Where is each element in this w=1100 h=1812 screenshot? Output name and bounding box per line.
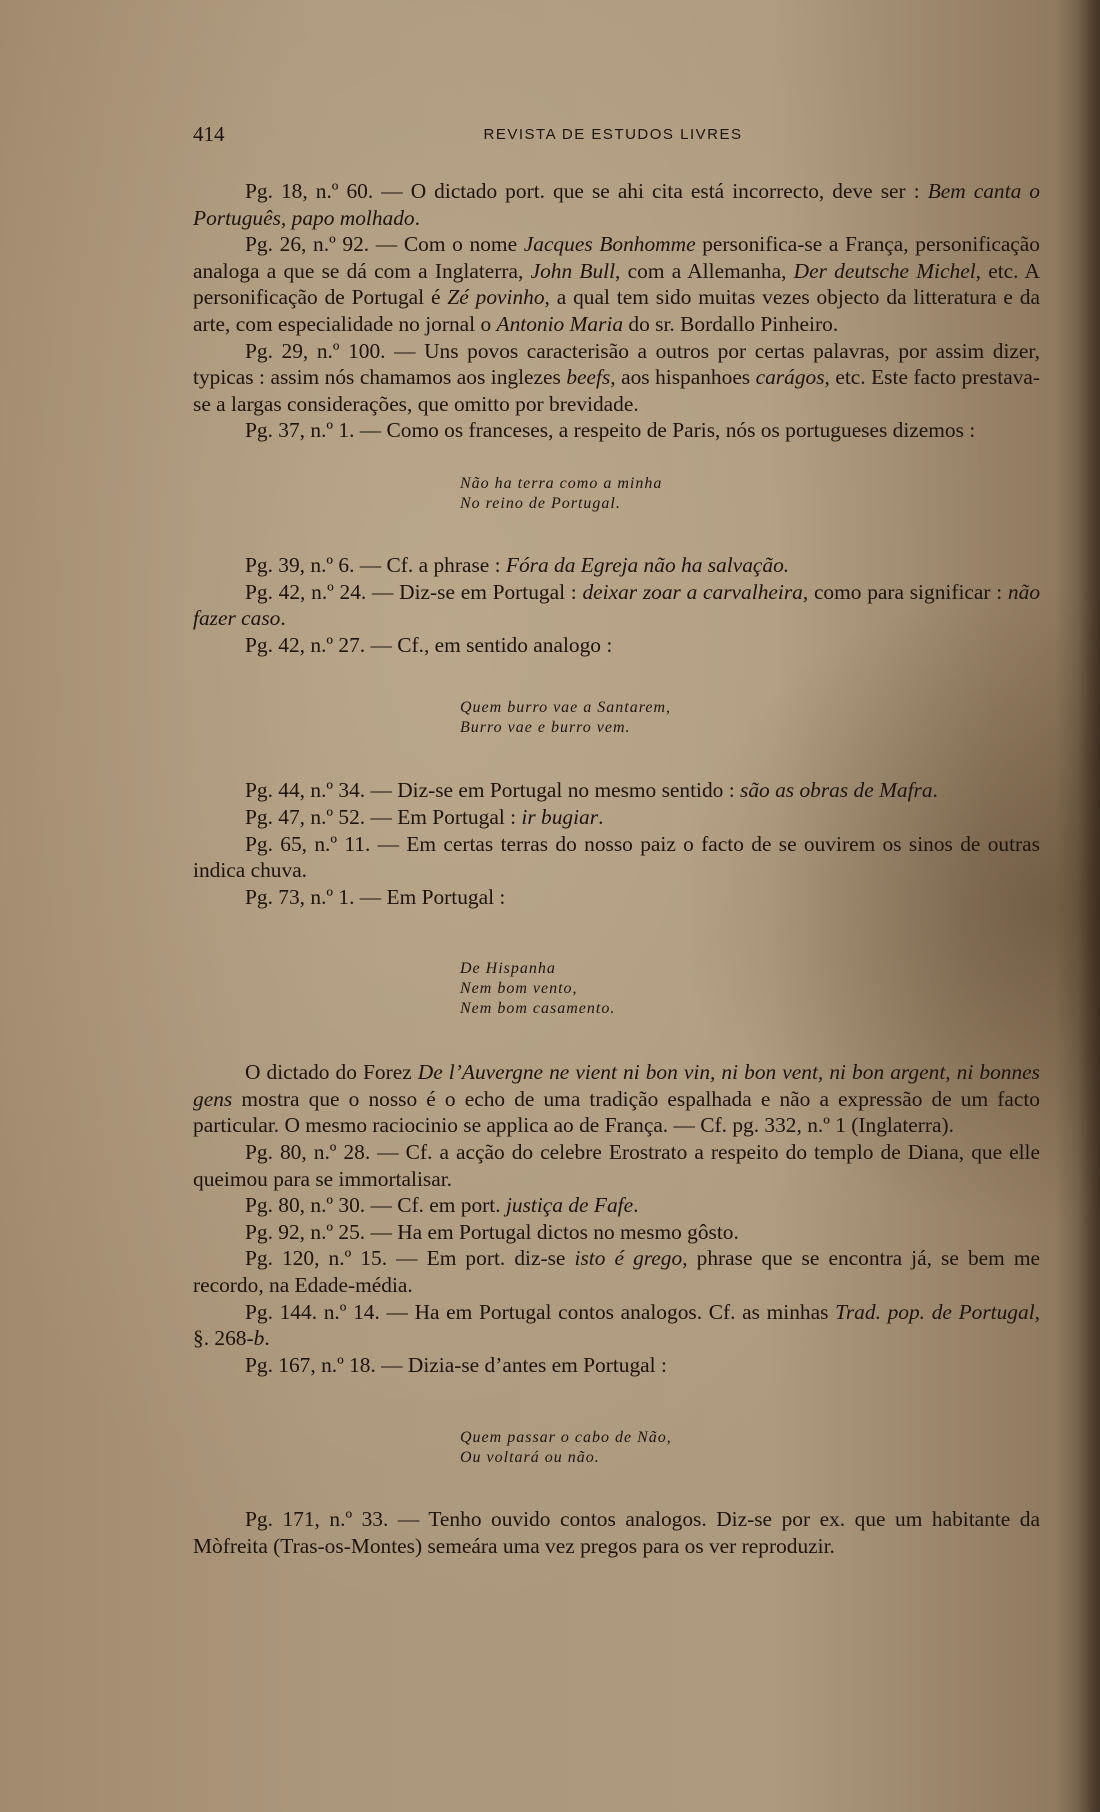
paragraph <box>193 1245 1040 1298</box>
italic-run: beefs <box>566 365 611 390</box>
text-run: , etc. A personificação de Portugal é <box>193 258 1041 310</box>
text-run: , phrase que se encontra já, se bem me recordo, na Edade-média. <box>193 1246 1041 1298</box>
paragraph: Pg. 167, n.º 18. — Dizia-se d’antes em Portugal : <box>245 1352 667 1377</box>
italic-run: carágos <box>755 365 825 390</box>
text-run: Pg. 144. n.º 14. — Ha em Portugal contos analogos. Cf. as minhas <box>245 1299 836 1324</box>
verse-quote <box>193 474 1040 514</box>
paragraph <box>193 804 1040 831</box>
text-run: mostra que o nosso é o echo de uma tradição espalhada e não a expressão de um facto particular. O mesmo raciocinio se applica ao de França. — Cf. pg. 332, n.º 1 (Inglaterra). <box>193 1086 1040 1138</box>
paragraph <box>193 178 1040 231</box>
text-run: Pg. 39, n.º 6. — Cf. a phrase : <box>245 552 506 577</box>
text-run: . <box>414 205 420 230</box>
paragraph <box>193 1059 1040 1139</box>
paragraph <box>193 338 1040 418</box>
text-run: Pg. 80, n.º 30. — Cf. em port. <box>245 1193 506 1218</box>
text-run: , etc. Este facto prestava-se a largas considerações, que omitto por brevidade. <box>193 365 1041 416</box>
verse-line: Quem passar o cabo de Não, <box>460 1429 672 1447</box>
running-title: REVISTA DE ESTUDOS LIVRES <box>483 126 743 143</box>
text-run: Pg. 44, n.º 34. — Diz-se em Portugal no mesmo sentido : <box>245 778 741 803</box>
verse-line: Não ha terra como a minha <box>460 474 663 492</box>
italic-run: Bem canta o Português, papo molhado <box>193 179 1040 230</box>
text-run: Pg. 29, n.º 100. — Uns povos caracterisão a outros por certas palavras, por assim dizer, typicas : assim nós chamamos aos inglezes <box>193 338 1040 390</box>
text-run: , a qual tem sido muitas vezes objecto da litteratura e da arte, com especialidade no jornal o <box>193 285 1040 336</box>
italic-run: Antonio Maria <box>496 311 624 336</box>
verse-line: Ou voltará ou não. <box>460 1449 600 1467</box>
verse-line: Burro vae e burro vem. <box>460 719 631 737</box>
text-run: . <box>264 1326 270 1351</box>
italic-run: ir bugiar <box>521 804 599 829</box>
text-run: . <box>280 606 286 631</box>
text-run: O dictado do Forez <box>245 1060 418 1085</box>
paragraph <box>193 1192 1040 1219</box>
verse-line: De Hispanha <box>460 960 556 978</box>
page-header <box>193 122 1033 152</box>
verse-line: Nem bom casamento. <box>460 1000 616 1018</box>
verse-line: Quem burro vae a Santarem, <box>460 699 672 717</box>
paragraph: Pg. 73, n.º 1. — Em Portugal : <box>245 884 506 909</box>
text-run: Pg. 18, n.º 60. — O dictado port. que se ahi cita está incorrecto, deve ser : <box>245 179 928 203</box>
text-run: Pg. 120, n.º 15. — Em port. diz-se <box>245 1246 575 1271</box>
text-run: , com a Allemanha, <box>615 258 794 283</box>
paragraph: Pg. 92, n.º 25. — Ha em Portugal dictos no mesmo gôsto. <box>245 1219 739 1244</box>
italic-run: Jacques Bonhomme <box>523 232 696 257</box>
text-run: Pg. 26, n.º 92. — Com o nome <box>245 232 524 257</box>
italic-run: deixar zoar a carvalheira <box>582 579 803 604</box>
verse-quote <box>193 1428 1040 1468</box>
italic-run: Der deutsche Michel <box>793 258 976 283</box>
paragraph: Pg. 65, n.º 11. — Em certas terras do nosso paiz o facto de se ouvirem os sinos de outras indica chuva. <box>193 831 1040 883</box>
verse-line: Nem bom vento, <box>460 980 578 998</box>
text-run: . <box>598 804 604 829</box>
page-edge-shadow <box>1078 0 1100 1812</box>
text-run: do sr. Bordallo Pinheiro. <box>623 311 839 336</box>
text-run: . <box>633 1193 639 1218</box>
paragraph: Pg. 80, n.º 28. — Cf. a acção do celebre Erostrato a respeito do templo de Diana, que elle queimou para se immortalisar. <box>193 1140 1040 1191</box>
page-number: 414 <box>193 122 225 146</box>
text-run: , §. 268- <box>193 1299 1040 1351</box>
italic-run: Trad. pop. de Portugal <box>835 1299 1035 1324</box>
paragraph <box>193 1299 1040 1352</box>
italic-run: Zé povinho <box>447 285 545 310</box>
italic-run: isto é grego <box>574 1246 683 1271</box>
text-run: Pg. 47, n.º 52. — Em Portugal : <box>245 804 522 829</box>
italic-run: justiça de Fafe <box>505 1193 634 1218</box>
italic-run: John Bull <box>530 258 616 283</box>
body-text <box>193 178 1040 1560</box>
verse-line: No reino de Portugal. <box>460 494 621 512</box>
paragraph <box>193 552 1040 579</box>
paragraph <box>193 777 1040 804</box>
verse-quote <box>193 698 1040 738</box>
italic-run: não fazer caso <box>193 579 1041 631</box>
paragraph <box>193 231 1040 337</box>
text-run: personifica-se a França, personificação analoga a que se dá com a Inglaterra, <box>193 232 1040 283</box>
paragraph: Pg. 37, n.º 1. — Como os franceses, a respeito de Paris, nós os portugueses dizemos : <box>245 418 976 443</box>
paragraph: Pg. 42, n.º 27. — Cf., em sentido analogo : <box>245 632 613 657</box>
paragraph <box>193 579 1040 632</box>
italic-run: são as obras de Mafra <box>740 778 933 803</box>
text-run: . <box>932 778 938 803</box>
italic-run: De l’Auvergne ne vient ni bon vin, ni bon vent, ni bon argent, ni bonnes gens <box>193 1060 1040 1111</box>
verse-quote <box>193 959 1040 1019</box>
text-run: , como para significar : <box>802 579 1008 604</box>
italic-run: b <box>253 1326 265 1351</box>
text-run: , aos hispanhoes <box>610 365 756 390</box>
paragraph: Pg. 171, n.º 33. — Tenho ouvido contos analogos. Diz-se por ex. que um habitante da Mòfreita (Tras-os-Montes) semeára uma vez pregos para os ver reproduzir. <box>193 1507 1040 1558</box>
text-run: Pg. 42, n.º 24. — Diz-se em Portugal : <box>245 579 583 604</box>
italic-run: Fóra da Egreja não ha salvação. <box>505 552 790 577</box>
